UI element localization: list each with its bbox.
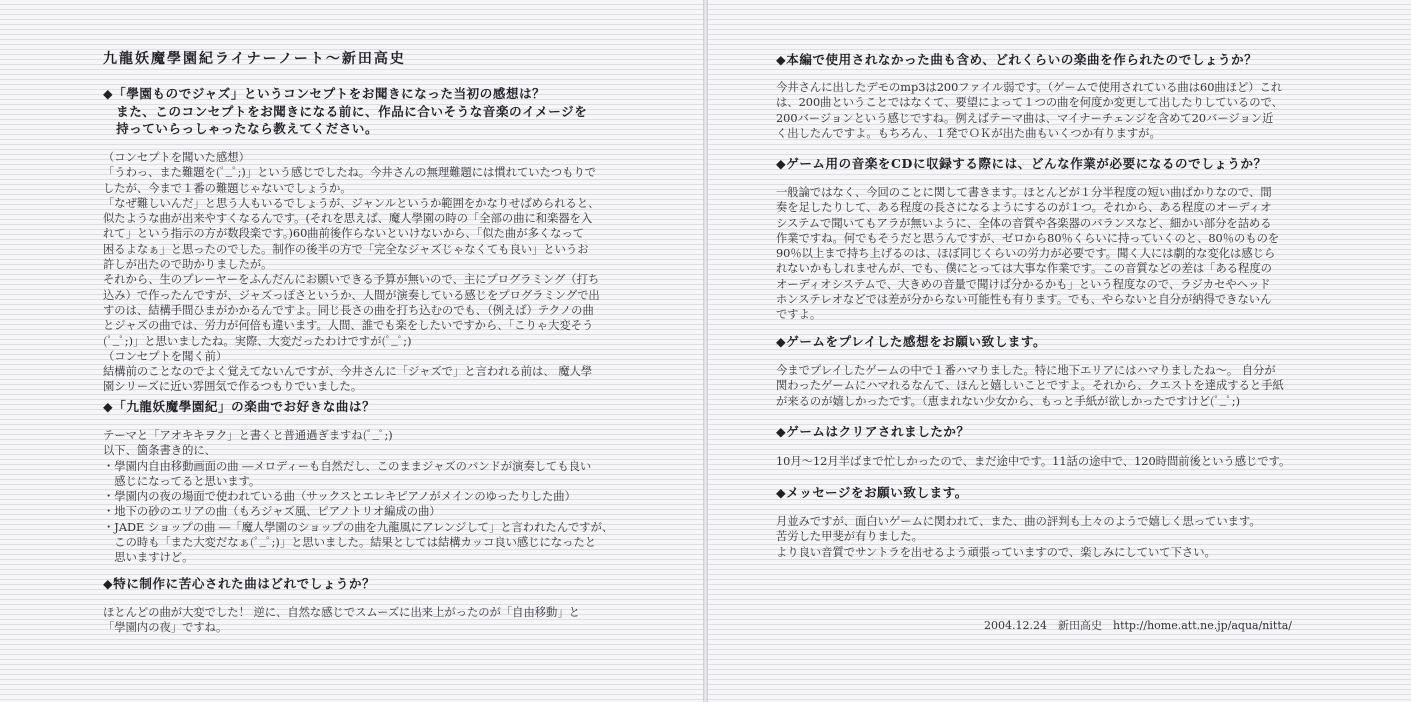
answer-cd-work: 一般論ではなく、今回のことに関して書きます。ほとんどが１分半程度の短い曲ばかりなので、間 奏を足したりして、ある程度の長さになるようにするのが１つ。それから、ある程度のオーディオ システムで聞いてもアラが無いように、全体の音質や各楽器のバランスなど、細かい部分を詰める 作業ですね。何でもそうだと思うんですが、ゼロから80％くらいに持っていくのと、80％のものを 90％以上まで持ち上げるのは、ほぼ同じくらいの労力が必要です。聞く人には劇的な変化は感じら れないかもしれませんが、でも、僕にとっては大事な作業です。この音質などの差は「ある程度の オーディオシステムで、大きめの音量で聞けば分かるかも」という程度なので、ラジカセやヘッド ホンステレオなどでは差が分からない可能性も有ります。でも、やらないと自分が納得できないん ですよ。 [776, 186, 1280, 322]
question-song-count: ◆本編で使用されなかった曲も含め、どれくらいの楽曲を作られたのでしょうか？ [776, 52, 1258, 67]
right-page [708, 0, 1411, 702]
question-play-impressions: ◆ゲームをプレイした感想をお願い致します。 [776, 334, 1047, 349]
answer-favorite-songs: テーマと「アオキキヲク」と書くと普通過ぎますね(ﾟ_ﾟ;) 以下、箇条書き的に、 ・學園内自由移動画面の曲 ―メロディーも自然だし、このままジャズのバンドが演奏しても良い 感じになってると思います。 ・學園内の夜の場面で使われている曲（サックスとエレキピアノがメインのゆったりした曲） ・地下の砂のエリアの曲（もろジャズ風、ピアノトリオ編成の曲） ・JADE ショップの曲 ―「魔人學園のショップの曲を九龍風にアレンジして」と言われたんですが、 この時も「また大変だなぁ(ﾟ_ﾟ;)」と思いました。結果としては結構カッコ良い感じになったと 思いますけど。 [103, 429, 614, 565]
question-cd-work: ◆ゲーム用の音楽をCDに収録する際には、どんな作業が必要になるのでしょうか？ [776, 156, 1267, 171]
left-page [0, 0, 703, 702]
answer-message: 月並みですが、面白いゲームに関われて、また、曲の評判も上々のようで嬉しく思っています。 苦労した甲斐が有りました。 より良い音質でサントラを出せるよう頑張っていますので、楽しみにしていて下さい。 [776, 515, 1261, 559]
question-message: ◆メッセージをお願い致します。 [776, 485, 968, 500]
answer-concept: （コンセプトを聞いた感想） 「うわっ、また難題を(ﾟ_ﾟ;)」という感じでしたね。今井さんの無理難題には慣れていたつもりで したが、今まで１番の難題じゃないでしょうか。 「なぜ難しいんだ」と思う人もいるでしょうが、ジャンルというか範囲をかなりせばめられると、 似たような曲が出来やすくなるんです。(それを思えば、魔人學園の時の「全部の曲に和楽器を入 れて」という指示の方が数段楽です。)60曲前後作らないといけないから、「似た曲が多くなって 困るよなぁ」と思ったのでした。制作の後半の方で「完全なジャズじゃなくても良い」というお 許しが出たので助かりましたが。 それから、生のプレーヤーをふんだんにお願いできる予算が無いので、主にプログラミング（打ち 込み）で作ったんですが、ジャズっぽさというか、人間が演奏している感じをプログラミングで出 すのは、結構手間ひまがかかるんですよ。同じ長さの曲を打ち込むのでも、（例えば）テクノの曲 とジャズの曲では、労力が何倍も違います。人間、誰でも楽をしたいですから、「こりゃ大変そう (ﾟ_ﾟ;)」と思いましたね。実際、大変だったわけですが(ﾟ_ﾟ;) （コンセプトを聞く前） 結構前のことなのでよく覚えてないんですが、今井さんに「ジャズで」と言われる前は、 魔人學 園シリーズに近い雰囲気で作るつもりでいました。 [103, 151, 600, 394]
page-title: 九龍妖魔學園紀ライナーノート～新田高史 [103, 51, 406, 67]
signature: 2004.12.24 新田高史 http://home.att.ne.jp/aqua/nitta/ [984, 619, 1293, 632]
question-game-cleared: ◆ゲームはクリアされましたか？ [776, 424, 970, 439]
answer-game-cleared: 10月～12月半ばまで忙しかったので、まだ途中です。11話の途中で、120時間前後という感じです。 [776, 455, 1291, 468]
question-concept: ◆「學園ものでジャズ」というコンセプトをお聞きになった当初の感想は？ また、このコンセプトをお聞きになる前に、作品に合いそうな音楽のイメージを 持っていらっしゃったなら教えてください。 [103, 86, 588, 136]
question-hardest-songs: ◆特に制作に苦心された曲はどれでしょうか？ [103, 576, 376, 591]
question-favorite-songs: ◆「九龍妖魔學園紀」の楽曲でお好きな曲は？ [103, 399, 376, 414]
answer-play-impressions: 今までプレイしたゲームの中で１番ハマりました。特に地下エリアにはハマりましたね～。 自分が 関わったゲームにハマれるなんて、ほんと嬉しいことですよ。それから、クエストを達成すると手紙 が来るのが嬉しかったです。（恵まれない少女から、もっと手紙が欲しかったですけど(ﾟ_ﾟ;) [776, 364, 1284, 408]
answer-hardest-songs: ほとんどの曲が大変でした！ 逆に、自然な感じでスムーズに出来上がったのが「自由移動」と 「學園内の夜」ですね。 [103, 606, 580, 635]
answer-song-count: 今井さんに出したデモのmp3は200ファイル弱です。（ゲームで使用されている曲は60曲ほど）これ は、200曲ということではなくて、要望によって１つの曲を何度か変更して出したりしているので、 200バージョンという感じですね。例えばテーマ曲は、マイナーチェンジを含めて20バージョン近 く出したんですよ。もちろん、１発でＯＫが出た曲もいくつか有りますが。 [776, 81, 1283, 140]
